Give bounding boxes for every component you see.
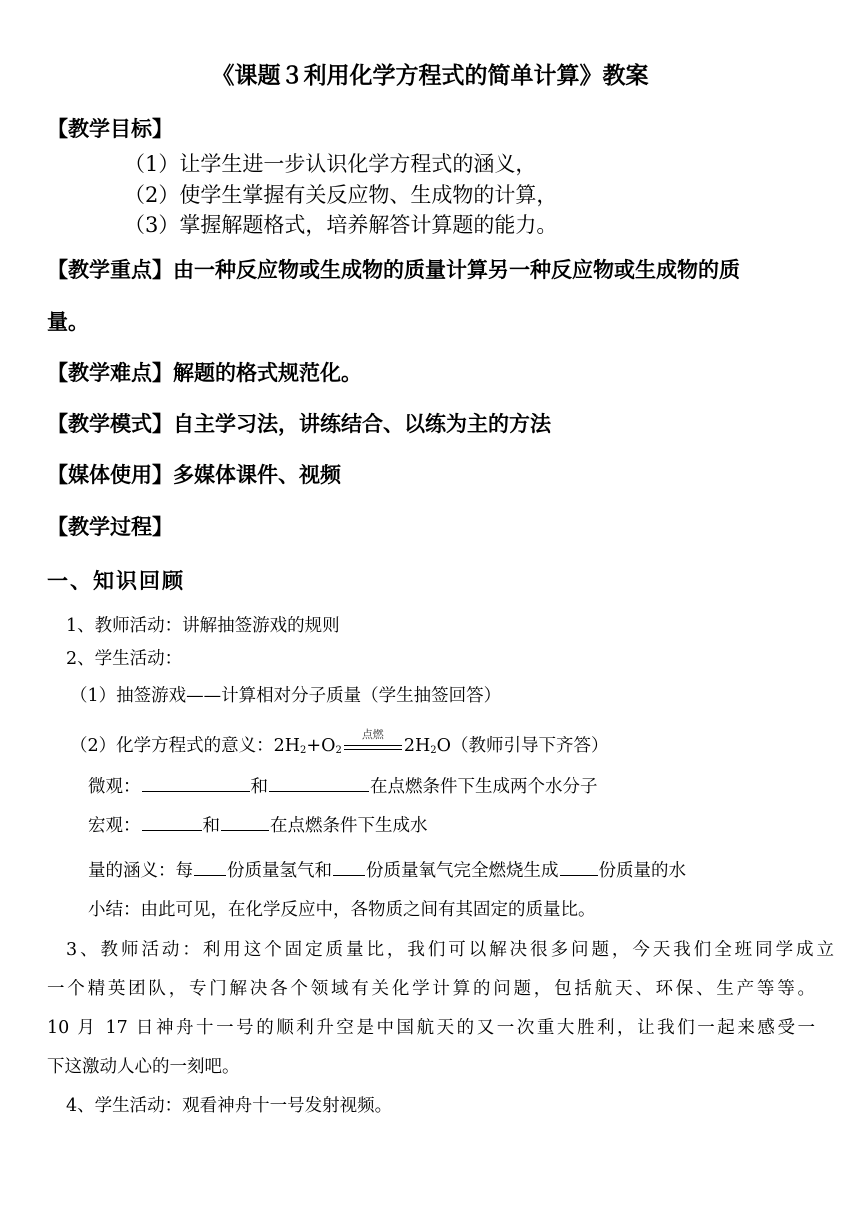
page-title: 《课题３利用化学方程式的简单计算》教案: [211, 62, 649, 89]
macro-tail: 在点燃条件下生成水: [270, 816, 428, 836]
key-point-text: 由一种反应物或生成物的质量计算另一种反应物或生成物的质: [173, 257, 740, 282]
reaction-condition: 点燃: [361, 727, 384, 741]
difficulty-text: 解题的格式规范化。: [173, 360, 362, 385]
difficulty-heading: 【教学难点】: [47, 360, 173, 385]
item-3-line-1: 3、教师活动：利用这个固定质量比，我们可以解决很多问题，今天我们全班同学成立: [66, 940, 834, 960]
equation-h2o-o: O: [436, 736, 451, 756]
section-1-sub-2: [70, 727, 609, 756]
chemical-equation: [273, 727, 451, 756]
equation-suffix: （教师引导下齐答）: [450, 736, 609, 756]
mass-label: 量的涵义：每: [88, 861, 193, 881]
mass-blank-3[interactable]: [560, 874, 598, 876]
difficulty-line: [47, 362, 362, 383]
item-3-line-3: 10 月 17 日神舟十一号的顺利升空是中国航天的又一次重大胜利，让我们一起来感受一: [47, 1018, 815, 1038]
key-point-heading: 【教学重点】: [47, 257, 173, 282]
micro-and: 和: [250, 777, 268, 797]
micro-line: [88, 779, 598, 797]
mode-text: 自主学习法，讲练结合、以练为主的方法: [173, 411, 551, 436]
objectives-heading: 【教学目标】: [47, 116, 173, 141]
micro-tail: 在点燃条件下生成两个水分子: [370, 777, 598, 797]
macro-line: [88, 818, 428, 836]
mass-line: [88, 863, 686, 881]
equation-prefix: （2）化学方程式的意义：: [70, 736, 274, 756]
macro-blank-1[interactable]: [142, 829, 202, 831]
section-1-item-1: 1、教师活动：讲解抽签游戏的规则: [66, 616, 340, 636]
mass-blank-1[interactable]: [194, 874, 226, 876]
mode-line: [47, 413, 551, 434]
item-3-line-2: 一个精英团队，专门解决各个领域有关化学计算的问题，包括航天、环保、生产等等。: [47, 979, 815, 999]
mode-heading: 【教学模式】: [47, 411, 173, 436]
summary-line: 小结：由此可见，在化学反应中，各物质之间有其固定的质量比。: [88, 900, 596, 920]
macro-and: 和: [202, 816, 220, 836]
mass-blank-2[interactable]: [333, 874, 365, 876]
section-1-heading: 一、知识回顾: [47, 568, 185, 593]
mass-tail: 份质量的水: [598, 861, 686, 881]
equation-h2o: 2H: [403, 736, 431, 756]
mass-mid-2: 份质量氧气完全燃烧生成: [366, 861, 559, 881]
item-3-line-4: 下这激动人心的一刻吧。: [47, 1057, 240, 1077]
equation-plus-o2: +O: [306, 736, 336, 756]
reaction-arrow-icon: [344, 727, 402, 754]
section-1-item-4: 4、学生活动：观看神舟十一号发射视频。: [66, 1096, 393, 1116]
objective-item-3: （3）掌握解题格式，培养解答计算题的能力。: [124, 213, 558, 237]
section-1-item-2: 2、学生活动：: [66, 649, 183, 669]
section-1-sub-1: （1）抽签游戏——计算相对分子质量（学生抽签回答）: [70, 686, 502, 706]
equation-h2o-subscript: 2: [430, 745, 437, 756]
key-point-line-1: [47, 259, 740, 280]
media-line: [47, 464, 341, 485]
equation-h2-coefficient: 2H: [273, 736, 301, 756]
key-point-line-2: 量。: [47, 309, 89, 334]
objective-item-2: （2）使学生掌握有关反应物、生成物的计算，: [124, 183, 558, 207]
process-heading: 【教学过程】: [47, 514, 173, 539]
objective-item-1: （1）让学生进一步认识化学方程式的涵义，: [124, 152, 537, 176]
macro-blank-2[interactable]: [221, 829, 269, 831]
micro-blank-1[interactable]: [142, 790, 250, 792]
media-heading: 【媒体使用】: [47, 462, 173, 487]
mass-mid-1: 份质量氢气和: [227, 861, 332, 881]
equation-h2-subscript: 2: [300, 745, 307, 756]
micro-label: 微观：: [88, 777, 141, 797]
macro-label: 宏观：: [88, 816, 141, 836]
micro-blank-2[interactable]: [269, 790, 369, 792]
equation-o2-subscript: 2: [335, 745, 342, 756]
media-text: 多媒体课件、视频: [173, 462, 341, 487]
